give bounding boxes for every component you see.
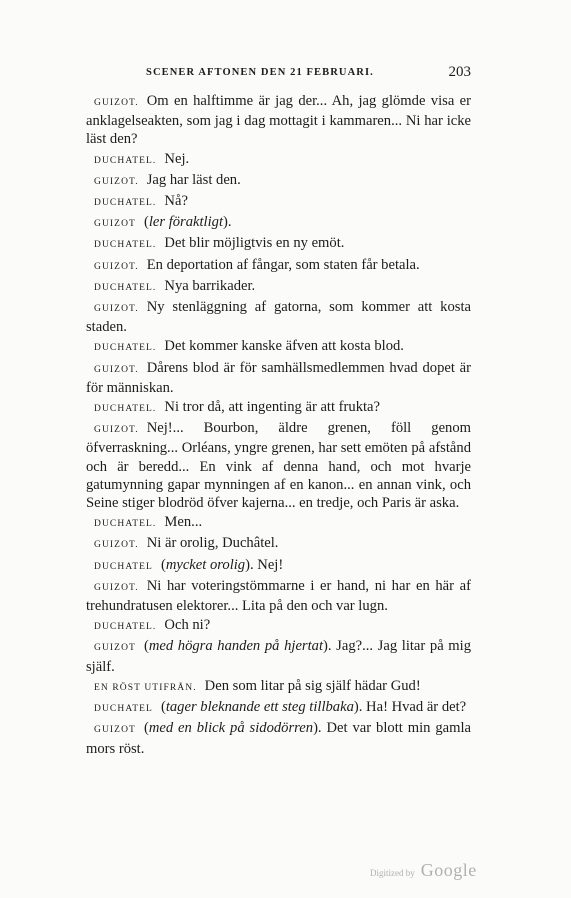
speech-paragraph xyxy=(86,298,471,336)
speech-paragraph xyxy=(86,719,471,757)
speech-paragraph xyxy=(86,698,471,718)
speech-text: Nej. xyxy=(164,150,190,167)
speaker-name: DUCHATEL. xyxy=(94,155,157,166)
speech-text: Nej! xyxy=(257,556,284,573)
speech-text: Nej!... Bourbon, äldre grenen, föll genom öfverraskning... Orléans, yngre grenen, har sett emöten på afstånd och är beredd... En vink af denna hand, och mot hvarje gatumynning gapar mynningen af en kanon... en annan vink, och Seine stiger blodröd öfver kajerna... en tredje, och Paris är aska. xyxy=(86,420,471,512)
speech-text: Ni är orolig, Duchâtel. xyxy=(146,535,279,552)
speech-paragraph xyxy=(86,213,471,233)
speaker-name: GUIZOT. xyxy=(94,261,139,272)
direction-open: ( xyxy=(143,214,149,231)
speaker-name: GUIZOT. xyxy=(94,98,139,108)
stage-direction: ler föraktligt xyxy=(148,214,224,231)
direction-close: ). xyxy=(313,720,322,737)
direction-open: ( xyxy=(143,638,149,655)
speech-paragraph xyxy=(86,419,471,512)
speech-paragraph xyxy=(86,234,471,254)
speech-paragraph xyxy=(86,337,471,357)
stage-direction: med en blick på sidodörren xyxy=(148,720,314,737)
speech-text: Ni har voteringstömmarne i er hand, ni har en här af trehundratusen elektorer... Lita på den och var lugn. xyxy=(86,577,471,615)
speech-paragraph xyxy=(86,513,471,533)
stage-direction: med högra handen på hjertat xyxy=(148,638,324,655)
speaker-name: DUCHATEL. xyxy=(94,404,157,415)
direction-close: ). xyxy=(223,214,232,231)
page-header xyxy=(86,64,471,84)
speech-paragraph xyxy=(86,277,471,297)
speaker-name: DUCHATEL. xyxy=(94,282,157,293)
speech-text: Ha! Hvad är det? xyxy=(366,699,467,716)
speaker-name: GUIZOT. xyxy=(94,364,139,375)
speaker-name: GUIZOT. xyxy=(94,176,139,187)
direction-open: ( xyxy=(160,699,166,716)
direction-close: ). xyxy=(353,699,363,716)
speech-text: Det var blott min gamla mors röst. xyxy=(86,720,471,757)
speech-text: Och ni? xyxy=(164,617,211,634)
speech-paragraph xyxy=(86,171,471,191)
speech-paragraph xyxy=(86,192,471,212)
speech-paragraph xyxy=(86,616,471,636)
speech-paragraph xyxy=(86,677,471,697)
speaker-name: GUIZOT xyxy=(94,219,136,230)
speech-paragraph xyxy=(86,256,471,276)
google-logo: Google xyxy=(420,860,477,880)
digitized-label: Digitized by xyxy=(370,868,415,878)
speech-text: Jag?... Jag litar på mig själf. xyxy=(86,638,472,675)
dialogue-text xyxy=(86,92,471,759)
speaker-name: EN RÖST UTIFRÅN. xyxy=(94,682,197,693)
speaker-name: DUCHATEL. xyxy=(94,198,157,209)
speech-text: Nya barrikader. xyxy=(164,277,256,294)
speech-text: Det kommer kanske äfven att kosta blod. xyxy=(164,338,404,355)
speech-paragraph xyxy=(86,534,471,554)
speech-paragraph xyxy=(86,556,471,576)
speech-text: Om en halftimme är jag der... Ah, jag glömde visa er anklagelseakten, som jag i dag mottagit i kammaren... Ni har icke läst den? xyxy=(86,93,471,148)
speaker-name: GUIZOT. xyxy=(94,582,139,593)
speech-text: Jag har läst den. xyxy=(146,171,241,188)
speaker-name: GUIZOT. xyxy=(94,425,139,436)
speech-text: Det blir möjligtvis en ny emöt. xyxy=(164,235,345,252)
speech-text: En deportation af fångar, som staten får betala. xyxy=(146,256,420,273)
speech-text: Ny stenläggning af gatorna, som kommer att kosta staden. xyxy=(86,299,471,336)
speaker-name: DUCHATEL. xyxy=(94,519,157,530)
speaker-name: DUCHATEL xyxy=(94,561,153,572)
stage-direction: tager bleknande ett steg tillbaka xyxy=(165,699,354,716)
direction-open: ( xyxy=(160,556,166,573)
speaker-name: DUCHATEL. xyxy=(94,240,157,251)
speaker-name: DUCHATEL xyxy=(94,704,153,715)
speaker-name: GUIZOT xyxy=(94,643,136,654)
speaker-name: DUCHATEL. xyxy=(94,343,157,354)
speaker-name: GUIZOT. xyxy=(94,540,139,551)
speaker-name: DUCHATEL. xyxy=(94,622,157,633)
speech-text: Ni tror då, att ingenting är att frukta? xyxy=(164,399,381,416)
direction-close: ). xyxy=(245,556,254,573)
speaker-name: GUIZOT xyxy=(94,725,136,736)
speech-text: Den som litar på sig själf hädar Gud! xyxy=(204,677,421,694)
speaker-name: GUIZOT. xyxy=(94,304,139,315)
running-title: SCENER AFTONEN DEN 21 FEBRUARI. xyxy=(146,67,374,78)
direction-close: ). xyxy=(323,638,332,655)
speech-text: Men... xyxy=(164,514,203,531)
speech-paragraph xyxy=(86,92,471,149)
page-number: 203 xyxy=(448,64,471,80)
google-watermark xyxy=(370,860,477,881)
speech-text: Dårens blod är för samhällsmedlemmen hvad dopet är för människan. xyxy=(86,359,471,396)
stage-direction: mycket orolig xyxy=(165,556,246,573)
direction-open: ( xyxy=(143,720,149,737)
speech-paragraph xyxy=(86,577,471,615)
speech-paragraph xyxy=(86,150,471,170)
speech-paragraph xyxy=(86,359,471,397)
speech-paragraph xyxy=(86,637,471,675)
speech-text: Nå? xyxy=(164,193,188,210)
speech-paragraph xyxy=(86,398,471,418)
